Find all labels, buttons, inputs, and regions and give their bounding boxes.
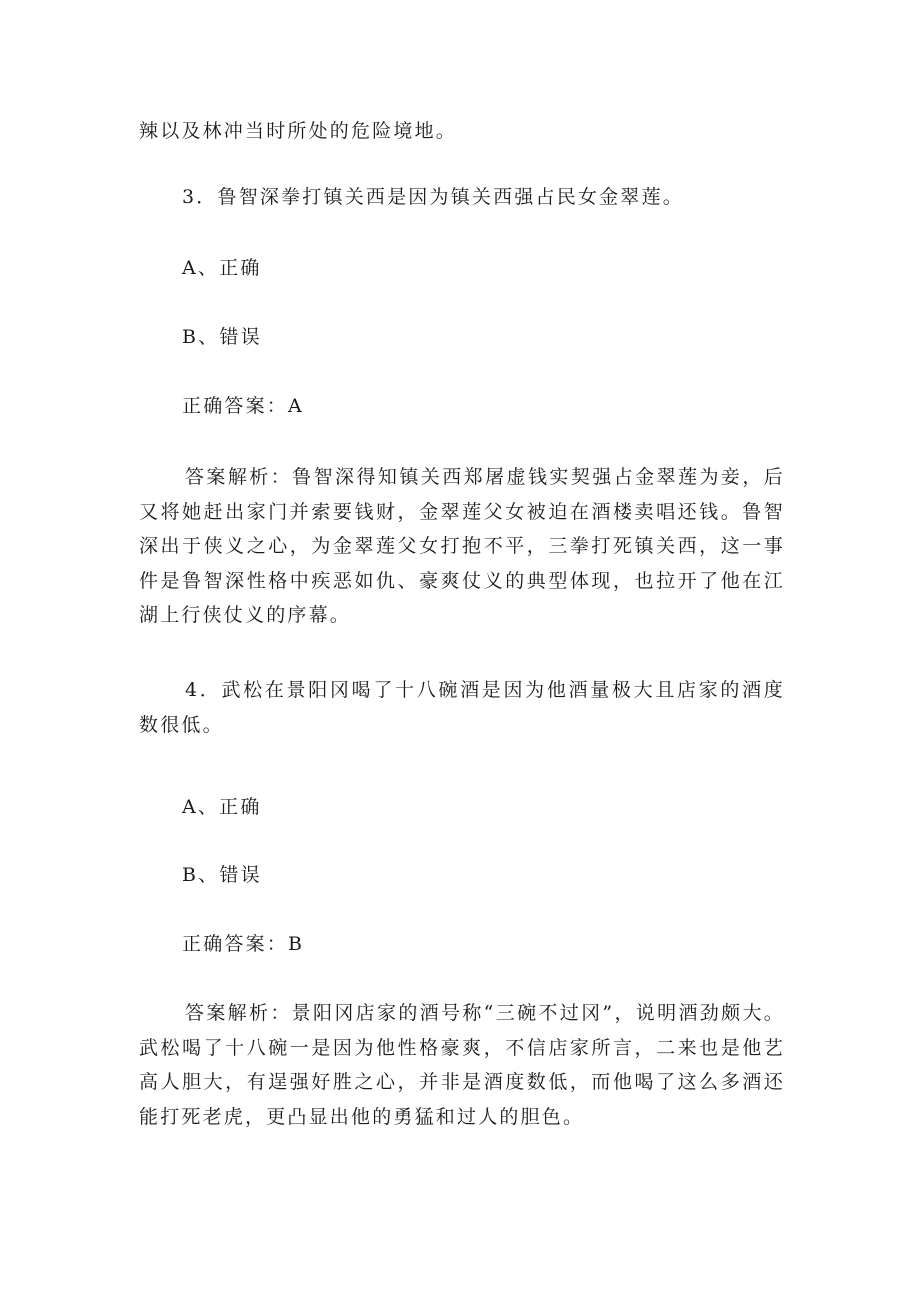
- q3-option-b: B、错误: [182, 326, 262, 348]
- q4-analysis: 答案解析：景阳冈店家的酒号称“三碗不过冈”，说明酒劲颇大。武松喝了十八碗一是因为他性格豪爽，不信店家所言，二来也是他艺高人胆大，有逞强好胜之心，并非是酒度数低，而他喝了这么多酒还能打死老虎，更凸显出他的勇猛和过人的胆色。: [139, 1002, 785, 1128]
- q3-question: 3．鲁智深拳打镇关西是因为镇关西强占民女金翠莲。: [182, 186, 684, 208]
- intro-tail-text: 辣以及林冲当时所处的危险境地。: [139, 120, 458, 142]
- q3-answer: 正确答案：A: [182, 395, 304, 417]
- q3-option-a: A、正确: [182, 257, 262, 279]
- q4-option-a: A、正确: [182, 796, 262, 818]
- q4-question: 4．武松在景阳冈喝了十八碗酒是因为他酒量极大且店家的酒度数很低。: [139, 679, 785, 736]
- q4-answer: 正确答案：B: [182, 933, 305, 955]
- q3-analysis: 答案解析：鲁智深得知镇关西郑屠虚钱实契强占金翠莲为妾，后又将她赶出家门并索要钱财，金翠莲父女被迫在酒楼卖唱还钱。鲁智深出于侠义之心，为金翠莲父女打抱不平，三拳打死镇关西，这一事件是鲁智深性格中疾恶如仇、豪爽仗义的典型体现，也拉开了他在江湖上行侠仗义的序幕。: [139, 466, 785, 626]
- q4-option-b: B、错误: [182, 864, 262, 886]
